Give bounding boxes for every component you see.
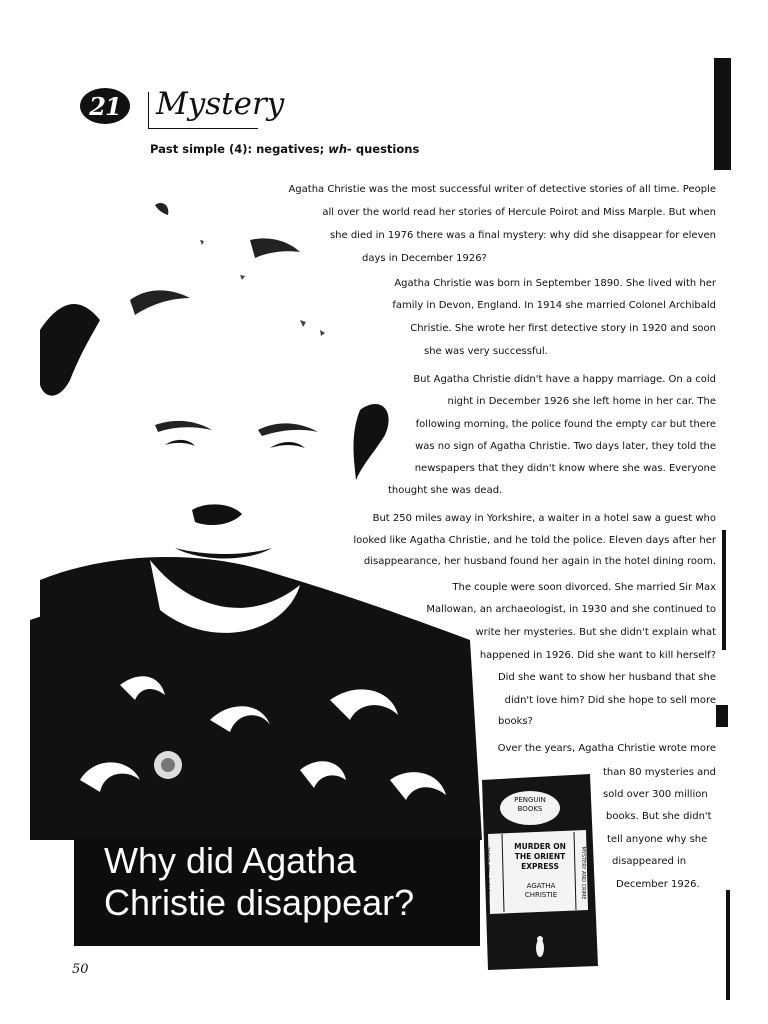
unit-number: 21 <box>89 91 121 121</box>
article-line: write her mysteries. But she didn't explain what <box>475 627 716 638</box>
scan-edge-mark-middle <box>722 530 726 650</box>
unit-subtitle: Past simple (4): negatives; wh- questions <box>150 142 420 156</box>
article-line: happened in 1926. Did she want to kill herself? <box>479 650 716 661</box>
article-line: Agatha Christie was the most successful writer of detective stories of all time. People <box>288 184 716 195</box>
article-line: But Agatha Christie didn't have a happy marriage. On a cold <box>413 374 716 385</box>
book-spine-left: MYSTERY AND CRIME <box>486 846 492 900</box>
article-line: Christie. She wrote her first detective story in 1920 and soon <box>410 323 716 334</box>
article-line: she died in 1976 there was a final mystery: why did she disappear for eleven <box>329 230 716 241</box>
book-title-line-2: THE ORIENT <box>514 852 566 861</box>
article-line: But 250 miles away in Yorkshire, a waiter in a hotel saw a guest who <box>372 513 716 524</box>
article-line: sold over 300 million <box>603 789 708 800</box>
scan-edge-mark-tab <box>716 705 728 727</box>
scan-edge-mark-top <box>714 58 731 170</box>
book-publisher-line-2: BOOKS <box>517 805 543 813</box>
article-line: days in December 1926? <box>362 253 487 264</box>
article-line: she was very successful. <box>424 346 548 357</box>
article-line: disappeared in <box>612 856 687 867</box>
article-line: following morning, the police found the empty car but there <box>415 419 716 430</box>
article-line: Mallowan, an archaeologist, in 1930 and she continued to <box>426 604 716 615</box>
article-line: The couple were soon divorced. She married Sir Max <box>452 582 716 593</box>
title-underline <box>148 128 258 129</box>
page-number: 50 <box>72 962 89 977</box>
scan-edge-mark-bottom <box>726 890 730 1000</box>
article-line: books? <box>498 716 533 727</box>
headline <box>104 840 474 924</box>
book-publisher <box>504 796 556 814</box>
book-publisher-line-1: PENGUIN <box>514 796 546 804</box>
article-line: December 1926. <box>616 879 700 890</box>
article-line: all over the world read her stories of Hercule Poirot and Miss Marple. But when <box>322 207 716 218</box>
article-line: night in December 1926 she left home in her car. The <box>447 396 716 407</box>
subtitle-emphasis: wh- <box>328 142 352 156</box>
article-line: books. But she didn't <box>606 811 712 822</box>
article-line: than 80 mysteries and <box>603 767 716 778</box>
article-line: Over the years, Agatha Christie wrote more <box>497 743 716 754</box>
book-title-line-1: MURDER ON <box>514 842 566 851</box>
book-spine-right: MYSTERY AND CRIME <box>580 846 586 900</box>
book-author <box>508 882 574 900</box>
book-author-line-2: CHRISTIE <box>524 891 558 899</box>
article-line: family in Devon, England. In 1914 she married Colonel Archibald <box>392 300 716 311</box>
unit-title: Mystery <box>156 86 285 122</box>
article-line: thought she was dead. <box>388 485 503 496</box>
book-author-line-1: AGATHA <box>526 882 556 890</box>
title-rule <box>148 92 149 128</box>
article-line: Agatha Christie was born in September 1890. She lived with her <box>394 278 716 289</box>
headline-line-2: Christie disappear? <box>104 882 415 923</box>
headline-line-1: Why did Agatha <box>104 840 357 881</box>
article-line: didn't love him? Did she hope to sell more <box>504 695 716 706</box>
unit-number-badge <box>80 88 130 124</box>
book-title <box>506 842 574 872</box>
article-line: looked like Agatha Christie, and he told the police. Eleven days after her <box>353 535 716 546</box>
article-line: was no sign of Agatha Christie. Two days later, they told the <box>415 441 716 452</box>
article-line: Did she want to show her husband that she <box>497 672 716 683</box>
article-line: disappearance, her husband found her again in the hotel dining room. <box>363 556 716 567</box>
book-cover <box>474 772 604 972</box>
article-line: newspapers that they didn't know where she was. Everyone <box>414 463 716 474</box>
book-title-line-3: EXPRESS <box>521 862 559 871</box>
article-line: tell anyone why she <box>607 834 708 845</box>
